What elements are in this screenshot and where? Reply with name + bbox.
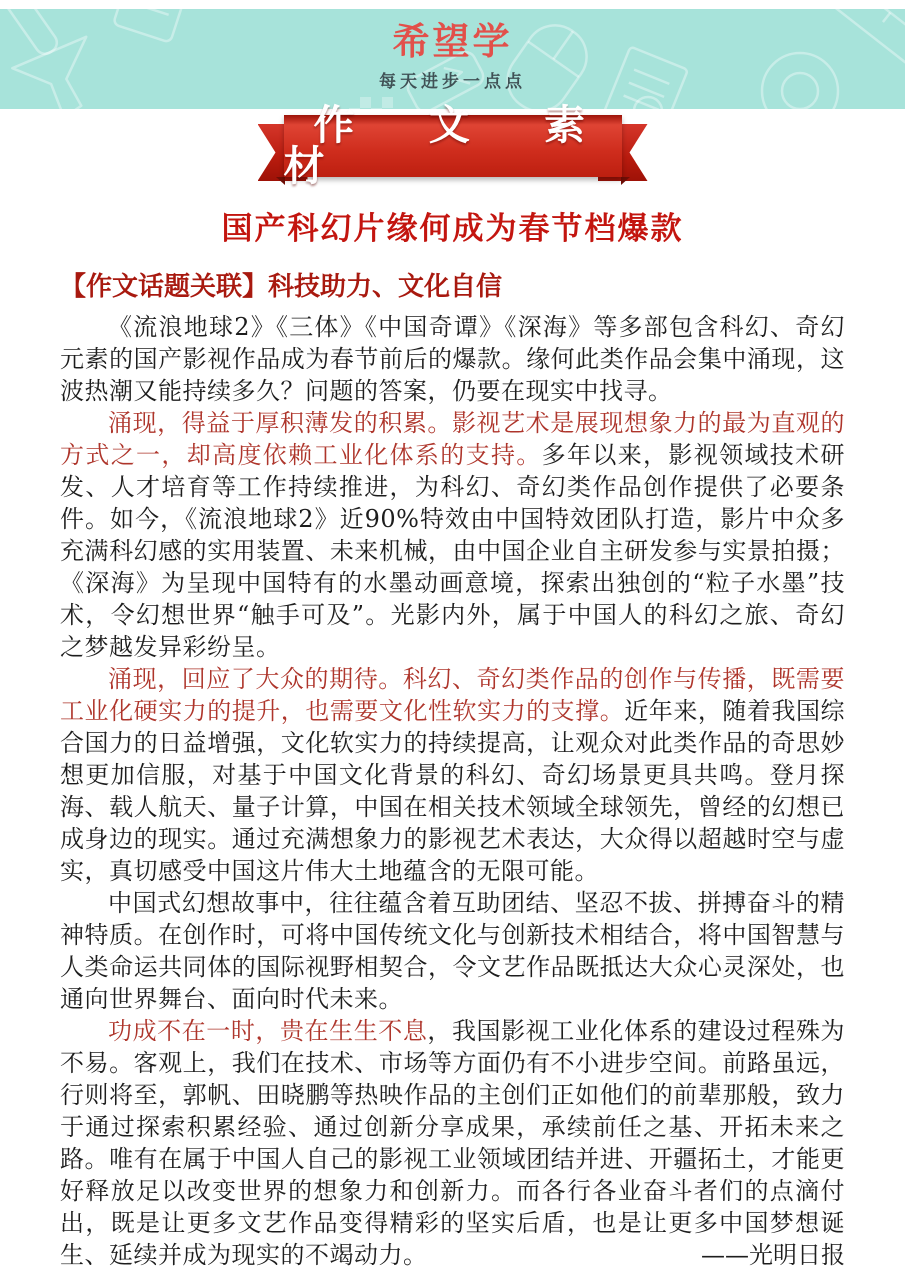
body-text: 《流浪地球2》《三体》《中国奇谭》《深海》等多部包含科幻、奇幻元素的国产影视作品成为春节前后的爆款。缘何此类作品会集中涌现，这波热潮又能持续多久？问题的答案，仍要在现实中找寻。 [60, 313, 845, 405]
top-margin-strip [0, 0, 905, 9]
article-title: 国产科幻片缘何成为春节档爆款 [221, 211, 684, 247]
paragraph [60, 887, 845, 1015]
source-attribution: ——光明日报 [701, 1241, 845, 1269]
brand-logo: 希望学 [392, 20, 513, 63]
topic-prefix: 【作文话题关联】 [60, 272, 269, 302]
ribbon-label: 作 文 素 材 [283, 101, 616, 190]
topic-line [60, 266, 845, 303]
emphasis-text-red: 功成不在一时，贵在生生不息 [108, 1017, 428, 1045]
brand-tagline: 每天进步一点点 [379, 71, 526, 92]
brand-header [0, 9, 905, 109]
body-text: 中国式幻想故事中，往往蕴含着互助团结、坚忍不拔、拼搏奋斗的精神特质。在创作时，可将中国传统文化与创新技术相结合，将中国智慧与人类命运共同体的国际视野相契合，令文艺作品既抵达大众心灵深处，也通向世界舞台、面向时代未来。 [60, 889, 845, 1013]
paragraph [60, 311, 845, 407]
body-text: 多年以来，影视领域技术研发、人才培育等工作持续推进，为科幻、奇幻类作品创作提供了必要条件。如今，《流浪地球2》近90%特效由中国特效团队打造，影片中众多充满科幻感的实用装置、未来机械，由中国企业自主研发参与实景拍摄；《深海》为呈现中国特有的水墨动画意境，探索出独创的“粒子水墨”技术，令幻想世界“触手可及”。光影内外，属于中国人的科幻之旅、奇幻之梦越发异彩纷呈。 [60, 441, 846, 661]
body-text: 近年来，随着我国综合国力的日益增强，文化软实力的持续提高，让观众对此类作品的奇思妙想更加信服，对基于中国文化背景的科幻、奇幻场景更具共鸣。登月探海、载人航天、量子计算，中国在相关技术领域全球领先，曾经的幻想已成身边的现实。通过充满想象力的影视艺术表达，大众得以超越时空与虚实，真切感受中国这片伟大土地蕴含的无限可能。 [60, 697, 846, 885]
emphasis-text-red: 涌现，得益于厚积薄发的积累。影视艺术是展现想象力的最为直观的方式之一，却高度依赖工业化体系的支持。 [60, 409, 845, 469]
emphasis-text-red: 涌现，回应了大众的期待。科幻、奇幻类作品的创作与传播，既需要工业化硬实力的提升，也需要文化性软实力的支撑。 [60, 665, 845, 725]
paragraph [60, 663, 845, 887]
article-body [60, 311, 845, 1271]
ribbon-band [283, 101, 622, 190]
paragraph [60, 407, 845, 663]
body-text: ，我国影视工业化体系的建设过程殊为不易。客观上，我们在技术、市场等方面仍有不小进步空间。前路虽远，行则将至，郭帆、田晓鹏等热映作品的主创们正如他们的前辈那般，致力于通过探索积累经验、通过创新分享成果，承续前任之基、开拓未来之路。唯有在属于中国人自己的影视工业领域团结并进、开疆拓土，才能更好释放足以改变世界的想象力和创新力。而各行各业奋斗者们的点滴付出，既是让更多文艺作品变得精彩的坚实后盾，也是让更多中国梦想诞生、延续并成为现实的不竭动力。 [60, 1017, 846, 1269]
ribbon-banner [258, 101, 648, 190]
topic-keywords: 科技助力、文化自信 [268, 272, 503, 302]
paragraph [60, 1015, 845, 1271]
ribbon-fold-right [621, 177, 630, 185]
